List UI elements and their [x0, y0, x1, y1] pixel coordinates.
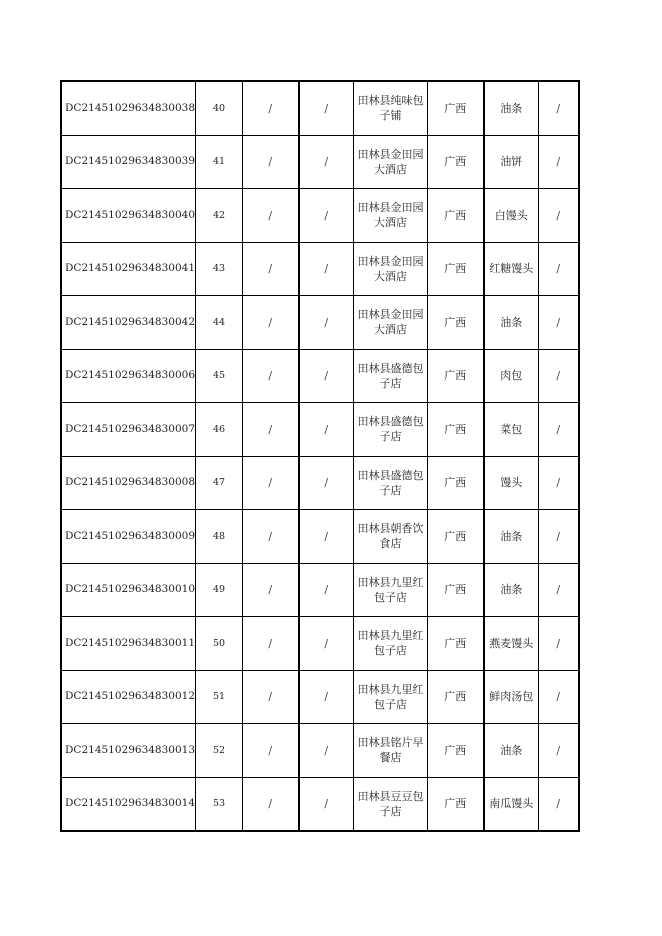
sequence-number-cell: 47 — [196, 456, 243, 510]
blank-cell: / — [243, 81, 299, 135]
table-row — [61, 510, 579, 564]
province-cell: 广西 — [428, 724, 484, 778]
province-cell: 广西 — [428, 135, 484, 189]
blank-cell: / — [539, 81, 579, 135]
store-name-cell: 田林县朝香饮食店 — [354, 510, 428, 564]
table-row — [61, 135, 579, 189]
blank-cell: / — [299, 189, 354, 243]
table-row — [61, 242, 579, 296]
blank-cell: / — [243, 135, 299, 189]
sequence-number-cell: 51 — [196, 670, 243, 724]
table-row — [61, 296, 579, 350]
blank-cell: / — [539, 135, 579, 189]
blank-cell: / — [243, 777, 299, 831]
food-name-cell: 油条 — [484, 510, 539, 564]
store-name-cell: 田林县铭片早餐店 — [354, 724, 428, 778]
blank-cell: / — [299, 724, 354, 778]
sample-code-cell: DC21451029634830007 — [61, 403, 196, 457]
blank-cell: / — [539, 510, 579, 564]
food-name-cell: 南瓜馒头 — [484, 777, 539, 831]
food-name-cell: 油条 — [484, 724, 539, 778]
store-name-cell: 田林县九里红包子店 — [354, 563, 428, 617]
store-name-cell: 田林县纯味包子铺 — [354, 81, 428, 135]
sequence-number-cell: 53 — [196, 777, 243, 831]
sequence-number-cell: 43 — [196, 242, 243, 296]
blank-cell: / — [243, 510, 299, 564]
sequence-number-cell: 44 — [196, 296, 243, 350]
sequence-number-cell: 46 — [196, 403, 243, 457]
sequence-number-cell: 52 — [196, 724, 243, 778]
blank-cell: / — [539, 670, 579, 724]
province-cell: 广西 — [428, 563, 484, 617]
sampling-table — [60, 80, 580, 832]
sample-code-cell: DC21451029634830039 — [61, 135, 196, 189]
province-cell: 广西 — [428, 349, 484, 403]
food-name-cell: 燕麦馒头 — [484, 617, 539, 671]
store-name-cell: 田林县金田园大酒店 — [354, 189, 428, 243]
sequence-number-cell: 45 — [196, 349, 243, 403]
blank-cell: / — [299, 81, 354, 135]
blank-cell: / — [299, 456, 354, 510]
blank-cell: / — [539, 724, 579, 778]
blank-cell: / — [299, 403, 354, 457]
food-name-cell: 鲜肉汤包 — [484, 670, 539, 724]
blank-cell: / — [299, 349, 354, 403]
table-row — [61, 81, 579, 135]
blank-cell: / — [299, 296, 354, 350]
blank-cell: / — [539, 456, 579, 510]
sample-code-cell: DC21451029634830011 — [61, 617, 196, 671]
province-cell: 广西 — [428, 617, 484, 671]
sample-code-cell: DC21451029634830009 — [61, 510, 196, 564]
food-name-cell: 馒头 — [484, 456, 539, 510]
blank-cell: / — [539, 403, 579, 457]
store-name-cell: 田林县金田园大酒店 — [354, 242, 428, 296]
table-row — [61, 563, 579, 617]
province-cell: 广西 — [428, 777, 484, 831]
food-name-cell: 肉包 — [484, 349, 539, 403]
blank-cell: / — [299, 135, 354, 189]
sequence-number-cell: 41 — [196, 135, 243, 189]
blank-cell: / — [243, 456, 299, 510]
sample-code-cell: DC21451029634830042 — [61, 296, 196, 350]
sample-code-cell: DC21451029634830013 — [61, 724, 196, 778]
sequence-number-cell: 49 — [196, 563, 243, 617]
province-cell: 广西 — [428, 670, 484, 724]
table-row — [61, 724, 579, 778]
table-row — [61, 617, 579, 671]
sequence-number-cell: 48 — [196, 510, 243, 564]
table-row — [61, 777, 579, 831]
blank-cell: / — [299, 670, 354, 724]
store-name-cell: 田林县盛德包子店 — [354, 456, 428, 510]
food-name-cell: 油饼 — [484, 135, 539, 189]
sample-code-cell: DC21451029634830041 — [61, 242, 196, 296]
blank-cell: / — [243, 189, 299, 243]
store-name-cell: 田林县九里红包子店 — [354, 617, 428, 671]
province-cell: 广西 — [428, 403, 484, 457]
blank-cell: / — [539, 242, 579, 296]
table-row — [61, 189, 579, 243]
blank-cell: / — [299, 777, 354, 831]
province-cell: 广西 — [428, 296, 484, 350]
province-cell: 广西 — [428, 189, 484, 243]
blank-cell: / — [299, 510, 354, 564]
store-name-cell: 田林县豆豆包子店 — [354, 777, 428, 831]
food-name-cell: 油条 — [484, 563, 539, 617]
sample-code-cell: DC21451029634830038 — [61, 81, 196, 135]
blank-cell: / — [243, 242, 299, 296]
table-row — [61, 456, 579, 510]
store-name-cell: 田林县盛德包子店 — [354, 403, 428, 457]
table-row — [61, 670, 579, 724]
sample-code-cell: DC21451029634830012 — [61, 670, 196, 724]
blank-cell: / — [243, 670, 299, 724]
province-cell: 广西 — [428, 510, 484, 564]
sample-code-cell: DC21451029634830040 — [61, 189, 196, 243]
sequence-number-cell: 42 — [196, 189, 243, 243]
blank-cell: / — [243, 349, 299, 403]
table-row — [61, 349, 579, 403]
food-name-cell: 油条 — [484, 81, 539, 135]
province-cell: 广西 — [428, 81, 484, 135]
blank-cell: / — [299, 617, 354, 671]
store-name-cell: 田林县盛德包子店 — [354, 349, 428, 403]
food-name-cell: 菜包 — [484, 403, 539, 457]
province-cell: 广西 — [428, 456, 484, 510]
store-name-cell: 田林县金田园大酒店 — [354, 296, 428, 350]
blank-cell: / — [539, 777, 579, 831]
blank-cell: / — [299, 242, 354, 296]
store-name-cell: 田林县金田园大酒店 — [354, 135, 428, 189]
blank-cell: / — [243, 617, 299, 671]
food-name-cell: 红糖馒头 — [484, 242, 539, 296]
blank-cell: / — [539, 189, 579, 243]
blank-cell: / — [539, 349, 579, 403]
blank-cell: / — [243, 563, 299, 617]
blank-cell: / — [539, 617, 579, 671]
blank-cell: / — [243, 296, 299, 350]
sample-code-cell: DC21451029634830010 — [61, 563, 196, 617]
food-name-cell: 白馒头 — [484, 189, 539, 243]
blank-cell: / — [539, 563, 579, 617]
sample-code-cell: DC21451029634830014 — [61, 777, 196, 831]
blank-cell: / — [539, 296, 579, 350]
province-cell: 广西 — [428, 242, 484, 296]
blank-cell: / — [243, 724, 299, 778]
store-name-cell: 田林县九里红包子店 — [354, 670, 428, 724]
food-name-cell: 油条 — [484, 296, 539, 350]
table-row — [61, 403, 579, 457]
sample-code-cell: DC21451029634830006 — [61, 349, 196, 403]
blank-cell: / — [299, 563, 354, 617]
blank-cell: / — [243, 403, 299, 457]
sample-code-cell: DC21451029634830008 — [61, 456, 196, 510]
sequence-number-cell: 40 — [196, 81, 243, 135]
sequence-number-cell: 50 — [196, 617, 243, 671]
